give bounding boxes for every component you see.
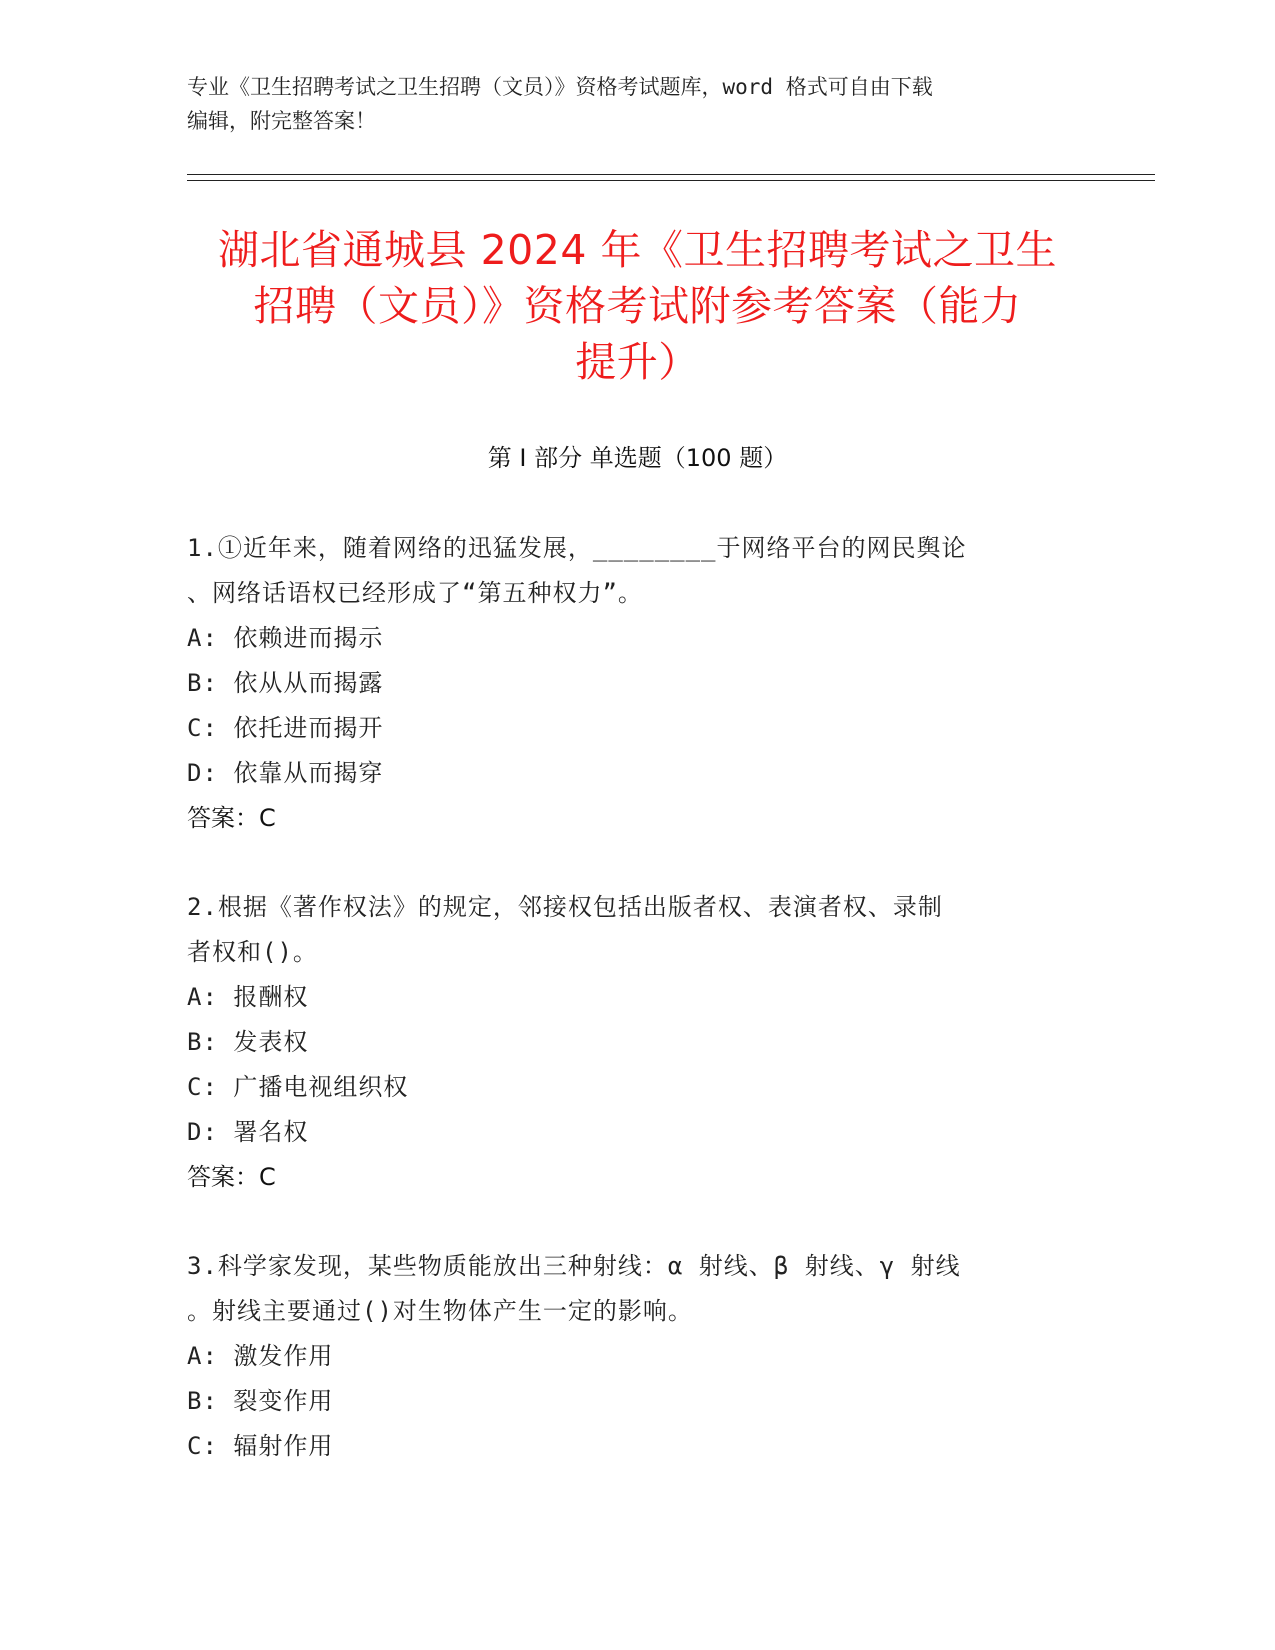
option-d: D: 署名权 — [187, 1118, 309, 1146]
option-c: C: 辐射作用 — [187, 1432, 334, 1460]
question-3 — [187, 1244, 1087, 1469]
question-stem-line-2: 。射线主要通过()对生物体产生一定的影响。 — [187, 1297, 693, 1325]
option-c: C: 广播电视组织权 — [187, 1073, 409, 1101]
section-heading: 第 I 部分 单选题（100 题） — [487, 444, 788, 472]
option-a: A: 激发作用 — [187, 1342, 334, 1370]
option-b: B: 裂变作用 — [187, 1387, 334, 1415]
option-b: B: 依从从而揭露 — [187, 669, 384, 697]
question-stem-line-2: 、网络话语权已经形成了“第五种权力”。 — [187, 579, 643, 607]
question-1 — [187, 526, 1087, 841]
question-list — [187, 526, 1087, 1513]
option-c: C: 依托进而揭开 — [187, 714, 384, 742]
option-a: A: 依赖进而揭示 — [187, 624, 384, 652]
header-divider-thin — [187, 174, 1155, 175]
header-note-line-2: 编辑，附完整答案！ — [187, 109, 376, 133]
document-title-line-3: 提升） — [575, 338, 700, 386]
question-stem-line-1: 2.根据《著作权法》的规定，邻接权包括出版者权、表演者权、录制 — [187, 893, 943, 921]
header-note — [187, 70, 1087, 138]
header-divider-thick — [187, 180, 1155, 181]
document-title — [170, 222, 1105, 390]
question-2 — [187, 885, 1087, 1200]
header-note-line-1: 专业《卫生招聘考试之卫生招聘（文员）》资格考试题库，word 格式可自由下载 — [187, 75, 933, 99]
document-title-line-1: 湖北省通城县 2024 年《卫生招聘考试之卫生 — [218, 226, 1057, 274]
question-stem-line-1: 1.①近年来，随着网络的迅猛发展，________于网络平台的网民舆论 — [187, 534, 967, 562]
option-a: A: 报酬权 — [187, 983, 309, 1011]
answer-text: 答案：C — [187, 804, 276, 832]
option-b: B: 发表权 — [187, 1028, 309, 1056]
document-title-line-2: 招聘（文员）》资格考试附参考答案（能力 — [253, 282, 1022, 330]
answer-text: 答案：C — [187, 1163, 276, 1191]
question-stem-line-1: 3.科学家发现，某些物质能放出三种射线：α 射线、β 射线、γ 射线 — [187, 1252, 961, 1280]
question-stem-line-2: 者权和()。 — [187, 938, 318, 966]
option-d: D: 依靠从而揭穿 — [187, 759, 384, 787]
